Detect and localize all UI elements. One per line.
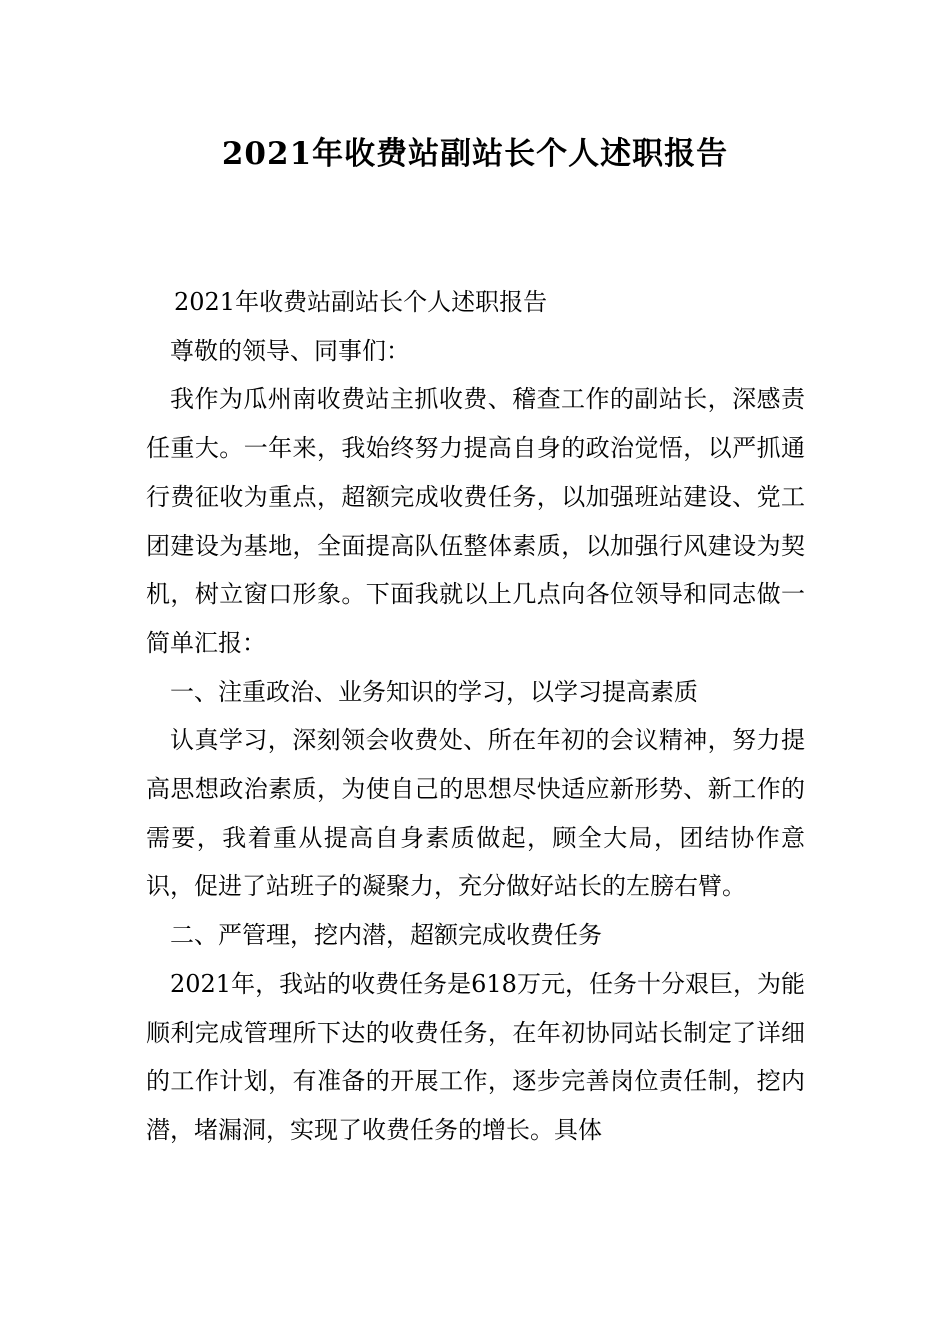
section-heading-1: 一、注重政治、业务知识的学习，以学习提高素质	[170, 677, 698, 706]
paragraph-section-2: 2021年，我站的收费任务是618万元，任务十分艰巨，为能顺利完成管理所下达的收费任务，在年初协同站长制定了详细的工作计划，有准备的开展工作，逐步完善岗位责任制，挖内潜，堵漏洞，实现了收费任务的增长。具体	[146, 969, 805, 1144]
paragraph-intro: 我作为瓜州南收费站主抓收费、稽查工作的副站长，深感责任重大。一年来，我始终努力提高自身的政治觉悟，以严抓通行费征收为重点，超额完成收费任务，以加强班站建设、党工团建设为基地，全面提高队伍整体素质，以加强行风建设为契机，树立窗口形象。下面我就以上几点向各位领导和同志做一简单汇报：	[146, 385, 805, 657]
paragraph-section-1: 认真学习，深刻领会收费处、所在年初的会议精神，努力提高思想政治素质，为使自己的思想尽快适应新形势、新工作的需要，我着重从提高自身素质做起，顾全大局，团结协作意识，促进了站班子的凝聚力，充分做好站长的左膀右臂。	[146, 726, 805, 901]
paragraph-salutation: 尊敬的领导、同事们：	[170, 336, 410, 365]
document-title: 2021年收费站副站长个人述职报告	[221, 136, 729, 172]
paragraph-subtitle: 2021年收费站副站长个人述职报告	[174, 288, 548, 316]
document-body	[146, 278, 805, 1155]
section-heading-2: 二、严管理，挖内潜，超额完成收费任务	[170, 921, 602, 950]
